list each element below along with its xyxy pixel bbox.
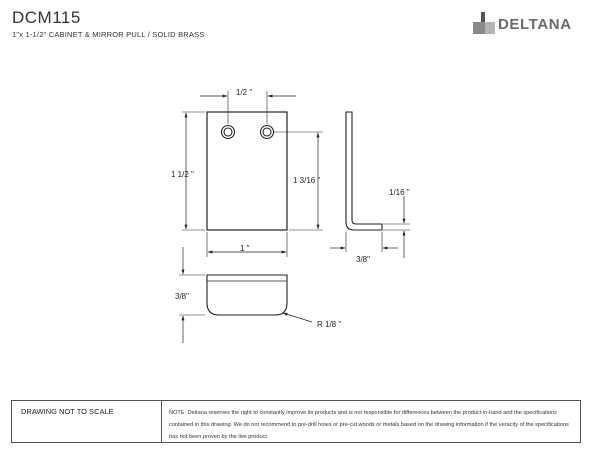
mounting-hole-right (261, 126, 274, 139)
product-description: 1"x 1-1/2" CABINET & MIRROR PULL / SOLID BRASS (12, 30, 205, 39)
title-block-divider (161, 401, 162, 442)
inner-height-dimension (274, 132, 323, 230)
side-profile (346, 112, 382, 230)
disclaimer-note: NOTE: Deltana reserves the right to constantly improve its products and is not responsible for differences between the product in-hand and the specifications contained in this drawing. We do not recommend to pre-drill holes or pre-cut woods or metals based on the drawing information if the veracity of the specifications has not been proven by the live product. (169, 410, 569, 440)
front-view (171, 88, 323, 257)
radius-label: R 1/8 " (317, 320, 342, 329)
hole-spacing-label: 1/2 " (236, 88, 253, 97)
overall-height-dimension (171, 112, 205, 230)
inner-height-label: 1 3/16 " (293, 176, 321, 185)
flange-depth-label: 3/8" (356, 255, 370, 264)
thickness-label: 1/16 " (389, 188, 410, 197)
width-dimension (207, 232, 287, 257)
mounting-hole-left (222, 126, 235, 139)
radius-callout (283, 313, 341, 329)
flange-depth-dimension (330, 232, 398, 264)
hole-spacing-dimension (200, 88, 296, 124)
bottom-height-dimension (175, 247, 205, 343)
title-block (11, 400, 581, 443)
overall-height-label: 1 1/2 " (171, 170, 194, 179)
bottom-height-label: 3/8" (175, 292, 189, 301)
thickness-dimension (383, 188, 410, 258)
brand-name: DELTANA (498, 16, 572, 33)
scale-note: DRAWING NOT TO SCALE (21, 407, 114, 416)
side-view (330, 112, 410, 264)
pull-plate-outline (207, 112, 287, 230)
bottom-view (175, 247, 341, 343)
width-label: 1 " (240, 244, 250, 253)
model-number: DCM115 (12, 8, 81, 27)
